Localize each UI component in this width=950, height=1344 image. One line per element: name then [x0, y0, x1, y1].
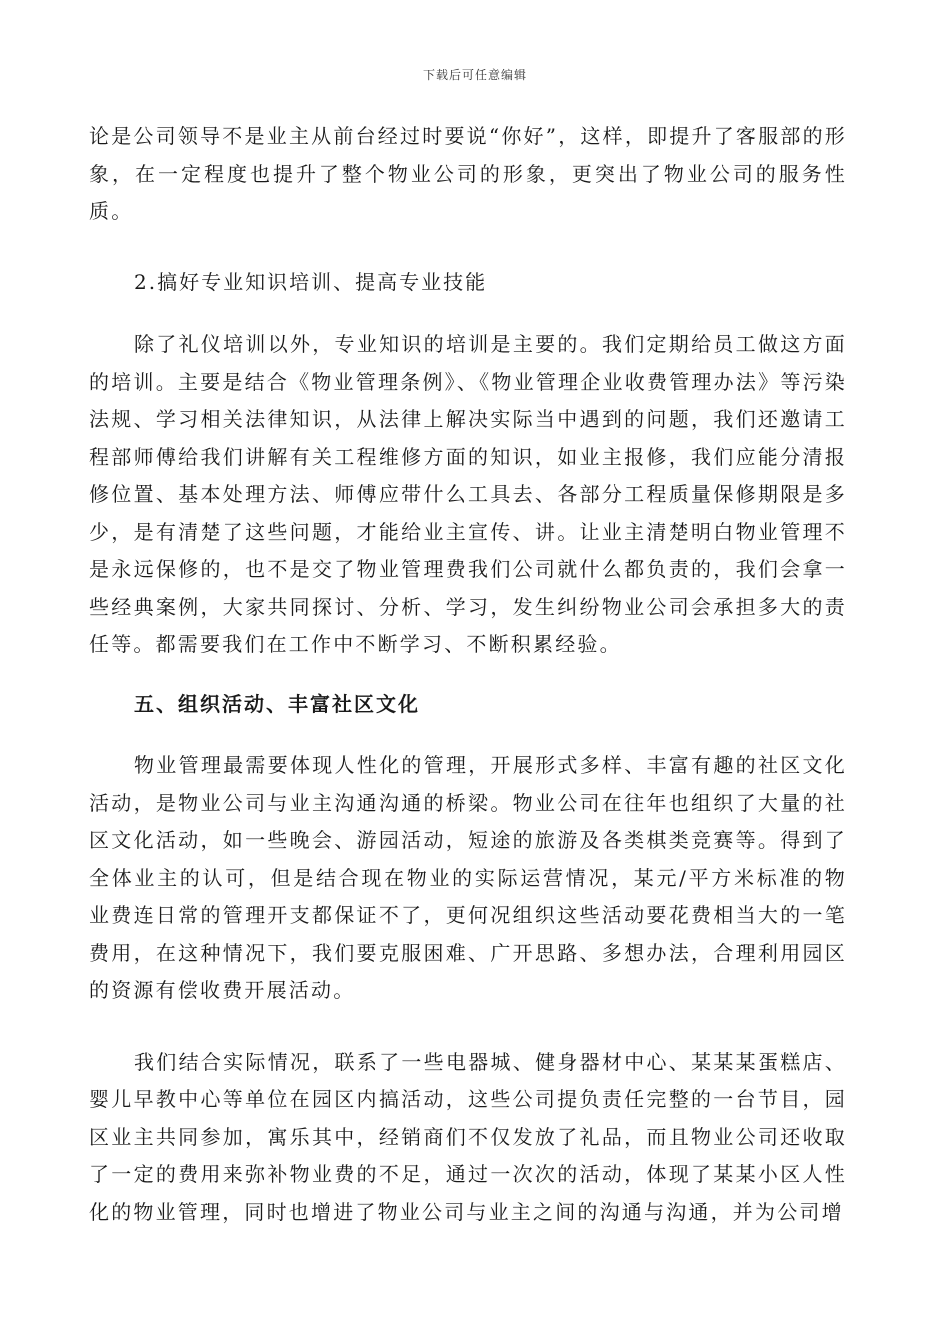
section-subheading: 2.搞好专业知识培训、提高专业技能	[134, 269, 488, 294]
document-body	[89, 118, 847, 1231]
section-heading: 五、组织活动、丰富社区文化	[134, 691, 420, 716]
paragraph-community-culture: 物业管理最需要体现人性化的管理，开展形式多样、丰富有趣的社区文化活动，是物业公司与业主沟通沟通的桥梁。物业公司在往年也组织了大量的社区文化活动，如一些晚会、游园活动，短途的旅游及各类棋类竞赛等。得到了全体业主的认可，但是结合现在物业的实际运营情况，某元/平方米标准的物业费连日常的管理开支都保证不了，更何况组织这些活动要花费相当大的一笔费用，在这种情况下，我们要克服困难、广开思路、多想办法，合理利用园区的资源有偿收费开展活动。	[89, 753, 847, 1002]
paragraph-continuation: 论是公司领导不是业主从前台经过时要说“你好”，这样，即提升了客服部的形象，在一定程度也提升了整个物业公司的形象，更突出了物业公司的服务性质。	[89, 124, 847, 223]
paragraph-training: 除了礼仪培训以外，专业知识的培训是主要的。我们定期给员工做这方面的培训。主要是结合《物业管理条例》、《物业管理企业收费管理办法》等污染法规、学习相关法律知识，从法律上解决实际当中遇到的问题，我们还邀请工程部师傅给我们讲解有关工程维修方面的知识，如业主报修，我们应能分清报修位置、基本处理方法、师傅应带什么工具去、各部分工程质量保修期限是多少，是有清楚了这些问题，才能给业主宣传、讲。让业主清楚明白物业管理不是永远保修的，也不是交了物业管理费我们公司就什么都负责的，我们会拿一些经典案例，大家共同探讨、分析、学习，发生纠纷物业公司会承担多大的责任等。都需要我们在工作中不断学习、不断积累经验。	[89, 332, 847, 656]
page-header: 下载后可任意编辑	[422, 68, 527, 82]
paragraph-activities: 我们结合实际情况，联系了一些电器城、健身器材中心、某某某蛋糕店、婴儿早教中心等单位在园区内搞活动，这些公司提负责任完整的一台节目，园区业主共同参加，寓乐其中，经销商们不仅发放了礼品，而且物业公司还收取了一定的费用来弥补物业费的不足，通过一次次的活动，体现了某某小区人性化的物业管理，同时也增进了物业公司与业主之间的沟通与沟通，并为公司增	[89, 1049, 847, 1224]
